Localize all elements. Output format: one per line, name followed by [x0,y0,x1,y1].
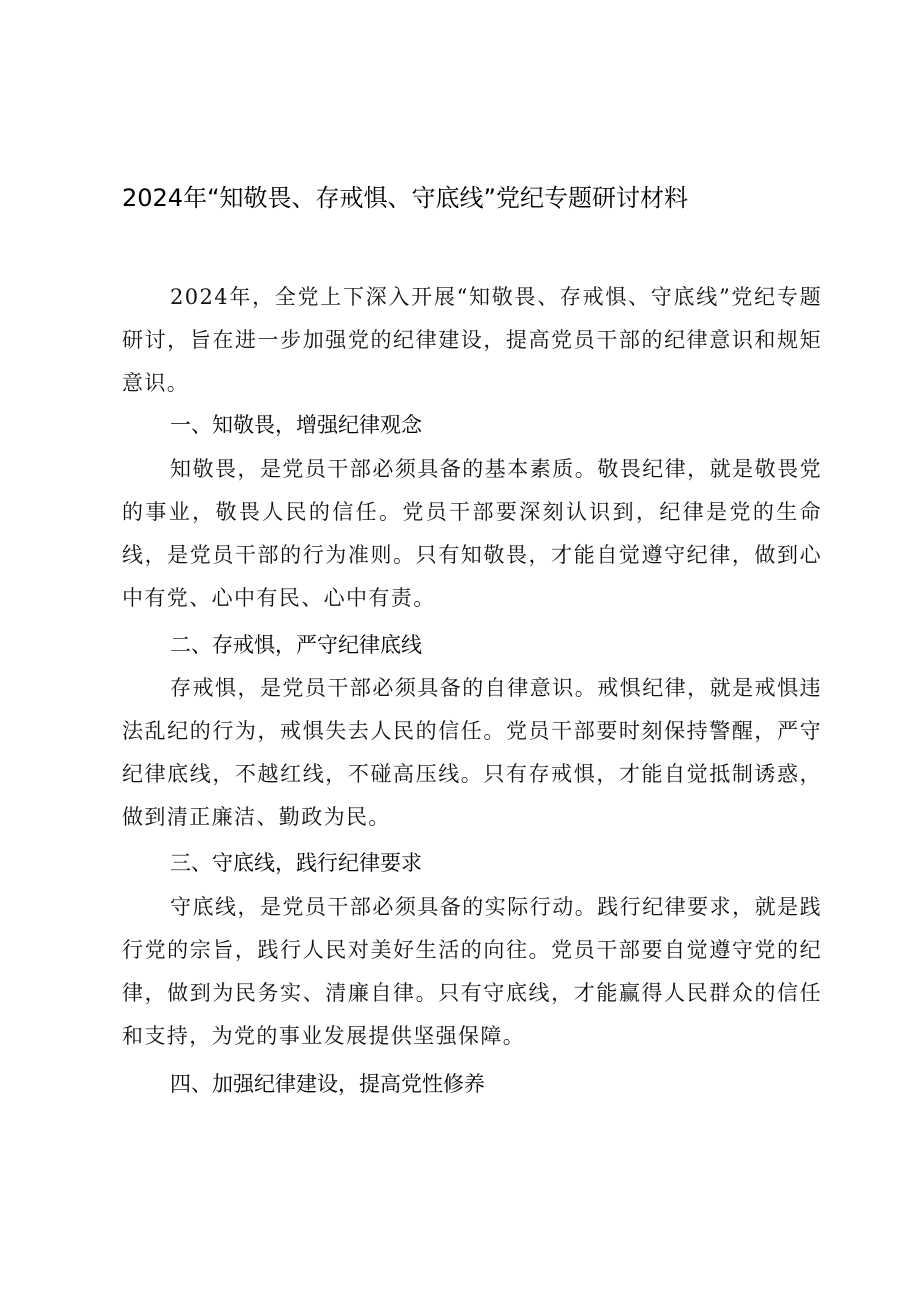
section-heading-1: 一、知敬畏，增强纪律观念 [170,413,422,437]
intro-paragraph: 2024年，全党上下深入开展“知敬畏、存戒惧、守底线”党纪专题研讨，旨在进一步加强党的纪律建设，提高党员干部的纪律意识和规矩意识。 [122,285,822,395]
section-body-1: 知敬畏，是党员干部必须具备的基本素质。敬畏纪律，就是敬畏党的事业，敬畏人民的信任。党员干部要深刻认识到，纪律是党的生命线，是党员干部的行为准则。只有知敬畏，才能自觉遵守纪律，做到心中有党、心中有民、心中有责。 [122,457,822,610]
section-body-2: 存戒惧，是党员干部必须具备的自律意识。戒惧纪律，就是戒惧违法乱纪的行为，戒惧失去人民的信任。党员干部要时刻保持警醒，严守纪律底线，不越红线，不碰高压线。只有存戒惧，才能自觉抵制诱惑，做到清正廉洁、勤政为民。 [122,676,822,829]
section-heading-3: 三、守底线，践行纪律要求 [170,851,422,875]
section-body-3: 守底线，是党员干部必须具备的实际行动。践行纪律要求，就是践行党的宗旨，践行人民对美好生活的向往。党员干部要自觉遵守党的纪律，做到为民务实、清廉自律。只有守底线，才能赢得人民群众的信任和支持，为党的事业发展提供坚强保障。 [122,895,822,1048]
document-title: 2024年“知敬畏、存戒惧、守底线”党纪专题研讨材料 [122,184,688,212]
section-heading-2: 二、存戒惧，严守纪律底线 [170,633,422,657]
section-heading-4: 四、加强纪律建设，提高党性修养 [170,1072,485,1096]
